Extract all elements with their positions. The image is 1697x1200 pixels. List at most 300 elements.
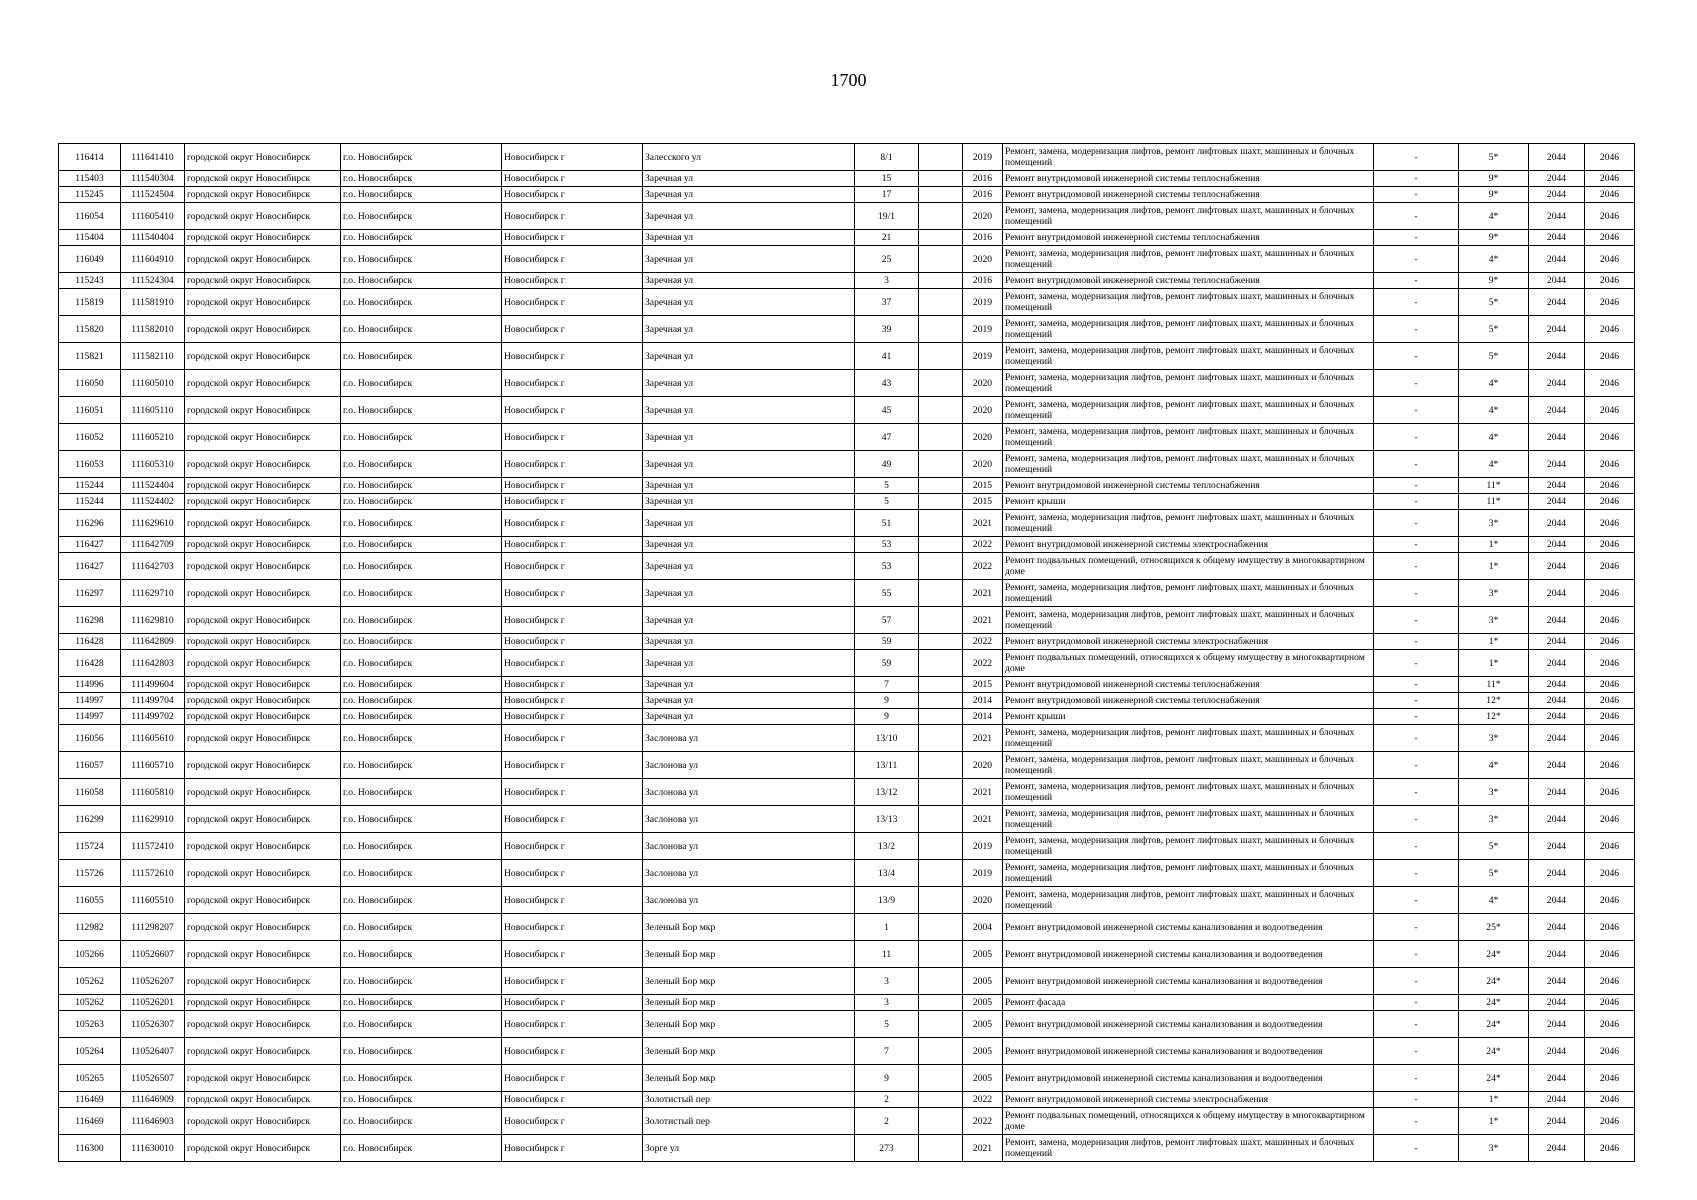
- cell-municipal-short: г.о. Новосибирск: [341, 677, 502, 693]
- cell-period: 3*: [1459, 580, 1529, 607]
- cell-municipality: городской округ Новосибирск: [185, 424, 341, 451]
- cell-period: 4*: [1459, 203, 1529, 230]
- cell-municipal-short: г.о. Новосибирск: [341, 995, 502, 1011]
- cell-municipality: городской округ Новосибирск: [185, 553, 341, 580]
- cell-plan-start: 2044: [1529, 537, 1585, 553]
- cell-plan-start: 2044: [1529, 1065, 1585, 1092]
- table-row: [59, 510, 1635, 537]
- cell-year: 2015: [963, 478, 1003, 494]
- table-row: [59, 451, 1635, 478]
- cell-work-type: Ремонт крыши: [1003, 709, 1374, 725]
- cell-blank: [919, 580, 963, 607]
- cell-year: 2015: [963, 494, 1003, 510]
- cell-municipality: городской округ Новосибирск: [185, 171, 341, 187]
- cell-plan-end: 2046: [1585, 144, 1635, 171]
- cell-work-type: Ремонт, замена, модернизация лифтов, ремонт лифтовых шахт, машинных и блочных помещений: [1003, 752, 1374, 779]
- cell-period: 11*: [1459, 478, 1529, 494]
- table-row: [59, 397, 1635, 424]
- cell-municipality: городской округ Новосибирск: [185, 203, 341, 230]
- cell-year: 2020: [963, 424, 1003, 451]
- cell-year: 2005: [963, 941, 1003, 968]
- cell-municipality: городской округ Новосибирск: [185, 144, 341, 171]
- cell-plan-start: 2044: [1529, 779, 1585, 806]
- cell-municipality: городской округ Новосибирск: [185, 725, 341, 752]
- cell-work-type: Ремонт внутридомовой инженерной системы теплоснабжения: [1003, 677, 1374, 693]
- cell-house-number: 13/12: [855, 779, 919, 806]
- cell-year: 2004: [963, 914, 1003, 941]
- cell-locality: Новосибирск г: [502, 941, 643, 968]
- cell-house-id: 116296: [59, 510, 121, 537]
- cell-house-number: 13/13: [855, 806, 919, 833]
- cell-year: 2021: [963, 725, 1003, 752]
- cell-period: 4*: [1459, 397, 1529, 424]
- cell-street: Заслонова ул: [643, 752, 855, 779]
- table-row: [59, 246, 1635, 273]
- cell-cost: -: [1374, 914, 1459, 941]
- cell-locality: Новосибирск г: [502, 370, 643, 397]
- cell-work-type: Ремонт внутридомовой инженерной системы теплоснабжения: [1003, 478, 1374, 494]
- cell-work-type: Ремонт, замена, модернизация лифтов, ремонт лифтовых шахт, машинных и блочных помещений: [1003, 510, 1374, 537]
- cell-street: Заречная ул: [643, 553, 855, 580]
- cell-house-number: 1: [855, 914, 919, 941]
- cell-work-id: 111499604: [121, 677, 185, 693]
- cell-cost: -: [1374, 397, 1459, 424]
- cell-locality: Новосибирск г: [502, 537, 643, 553]
- cell-street: Заречная ул: [643, 246, 855, 273]
- cell-work-type: Ремонт крыши: [1003, 494, 1374, 510]
- cell-plan-start: 2044: [1529, 677, 1585, 693]
- cell-work-type: Ремонт внутридомовой инженерной системы канализования и водоотведения: [1003, 1038, 1374, 1065]
- cell-plan-start: 2044: [1529, 203, 1585, 230]
- cell-house-number: 39: [855, 316, 919, 343]
- cell-plan-end: 2046: [1585, 370, 1635, 397]
- cell-municipal-short: г.о. Новосибирск: [341, 1135, 502, 1162]
- cell-period: 24*: [1459, 1011, 1529, 1038]
- cell-cost: -: [1374, 537, 1459, 553]
- table-row: [59, 424, 1635, 451]
- cell-cost: -: [1374, 806, 1459, 833]
- cell-period: 11*: [1459, 494, 1529, 510]
- cell-work-id: 111642709: [121, 537, 185, 553]
- cell-house-number: 3: [855, 995, 919, 1011]
- cell-plan-start: 2044: [1529, 995, 1585, 1011]
- cell-blank: [919, 273, 963, 289]
- cell-blank: [919, 914, 963, 941]
- cell-municipality: городской округ Новосибирск: [185, 709, 341, 725]
- cell-cost: -: [1374, 725, 1459, 752]
- table-row: [59, 1011, 1635, 1038]
- cell-cost: -: [1374, 860, 1459, 887]
- cell-house-number: 21: [855, 230, 919, 246]
- cell-municipality: городской округ Новосибирск: [185, 752, 341, 779]
- cell-house-number: 5: [855, 494, 919, 510]
- cell-plan-end: 2046: [1585, 203, 1635, 230]
- cell-municipal-short: г.о. Новосибирск: [341, 1038, 502, 1065]
- cell-blank: [919, 607, 963, 634]
- cell-street: Золотистый пер: [643, 1092, 855, 1108]
- cell-house-number: 57: [855, 607, 919, 634]
- cell-house-number: 2: [855, 1108, 919, 1135]
- cell-blank: [919, 887, 963, 914]
- cell-house-id: 116052: [59, 424, 121, 451]
- cell-work-type: Ремонт, замена, модернизация лифтов, ремонт лифтовых шахт, машинных и блочных помещений: [1003, 246, 1374, 273]
- cell-locality: Новосибирск г: [502, 833, 643, 860]
- cell-house-id: 105265: [59, 1065, 121, 1092]
- cell-house-number: 13/10: [855, 725, 919, 752]
- cell-plan-start: 2044: [1529, 1038, 1585, 1065]
- cell-house-number: 51: [855, 510, 919, 537]
- cell-municipal-short: г.о. Новосибирск: [341, 316, 502, 343]
- cell-street: Заречная ул: [643, 709, 855, 725]
- cell-period: 4*: [1459, 370, 1529, 397]
- cell-house-number: 13/11: [855, 752, 919, 779]
- cell-locality: Новосибирск г: [502, 995, 643, 1011]
- cell-work-type: Ремонт фасада: [1003, 995, 1374, 1011]
- cell-year: 2019: [963, 316, 1003, 343]
- cell-plan-start: 2044: [1529, 725, 1585, 752]
- cell-house-number: 43: [855, 370, 919, 397]
- cell-municipal-short: г.о. Новосибирск: [341, 171, 502, 187]
- table-row: [59, 494, 1635, 510]
- cell-plan-start: 2044: [1529, 607, 1585, 634]
- cell-house-id: 116427: [59, 553, 121, 580]
- cell-locality: Новосибирск г: [502, 1011, 643, 1038]
- cell-municipal-short: г.о. Новосибирск: [341, 914, 502, 941]
- cell-municipality: городской округ Новосибирск: [185, 1092, 341, 1108]
- cell-work-id: 111605110: [121, 397, 185, 424]
- cell-municipality: городской округ Новосибирск: [185, 494, 341, 510]
- cell-plan-start: 2044: [1529, 1135, 1585, 1162]
- cell-year: 2019: [963, 343, 1003, 370]
- cell-street: Заслонова ул: [643, 860, 855, 887]
- cell-locality: Новосибирск г: [502, 752, 643, 779]
- cell-municipal-short: г.о. Новосибирск: [341, 887, 502, 914]
- cell-plan-start: 2044: [1529, 478, 1585, 494]
- cell-work-id: 111572610: [121, 860, 185, 887]
- cell-municipal-short: г.о. Новосибирск: [341, 607, 502, 634]
- cell-locality: Новосибирск г: [502, 709, 643, 725]
- cell-work-id: 110526307: [121, 1011, 185, 1038]
- cell-plan-end: 2046: [1585, 914, 1635, 941]
- cell-house-id: 116428: [59, 650, 121, 677]
- cell-street: Заречная ул: [643, 289, 855, 316]
- cell-street: Заречная ул: [643, 510, 855, 537]
- cell-work-type: Ремонт внутридомовой инженерной системы канализования и водоотведения: [1003, 941, 1374, 968]
- cell-house-id: 105262: [59, 968, 121, 995]
- cell-municipal-short: г.о. Новосибирск: [341, 650, 502, 677]
- cell-plan-start: 2044: [1529, 343, 1585, 370]
- cell-cost: -: [1374, 289, 1459, 316]
- cell-work-type: Ремонт внутридомовой инженерной системы теплоснабжения: [1003, 230, 1374, 246]
- cell-cost: -: [1374, 580, 1459, 607]
- cell-cost: -: [1374, 709, 1459, 725]
- cell-period: 9*: [1459, 230, 1529, 246]
- cell-municipality: городской округ Новосибирск: [185, 914, 341, 941]
- cell-municipality: городской округ Новосибирск: [185, 693, 341, 709]
- cell-blank: [919, 424, 963, 451]
- cell-period: 5*: [1459, 343, 1529, 370]
- cell-cost: -: [1374, 995, 1459, 1011]
- cell-cost: -: [1374, 887, 1459, 914]
- cell-street: Заречная ул: [643, 451, 855, 478]
- cell-municipal-short: г.о. Новосибирск: [341, 246, 502, 273]
- cell-house-id: 116427: [59, 537, 121, 553]
- cell-work-id: 111642809: [121, 634, 185, 650]
- cell-house-id: 114997: [59, 693, 121, 709]
- cell-cost: -: [1374, 273, 1459, 289]
- cell-house-id: 105264: [59, 1038, 121, 1065]
- cell-year: 2022: [963, 634, 1003, 650]
- cell-street: Зеленый Бор мкр: [643, 1011, 855, 1038]
- cell-municipality: городской округ Новосибирск: [185, 968, 341, 995]
- cell-year: 2021: [963, 607, 1003, 634]
- table-row: [59, 752, 1635, 779]
- cell-municipality: городской округ Новосибирск: [185, 316, 341, 343]
- cell-year: 2020: [963, 752, 1003, 779]
- cell-blank: [919, 677, 963, 693]
- cell-period: 24*: [1459, 1065, 1529, 1092]
- cell-blank: [919, 1011, 963, 1038]
- cell-street: Заречная ул: [643, 580, 855, 607]
- cell-period: 5*: [1459, 833, 1529, 860]
- cell-plan-end: 2046: [1585, 580, 1635, 607]
- cell-house-number: 59: [855, 634, 919, 650]
- cell-work-id: 111605310: [121, 451, 185, 478]
- cell-municipality: городской округ Новосибирск: [185, 1065, 341, 1092]
- cell-municipal-short: г.о. Новосибирск: [341, 634, 502, 650]
- cell-locality: Новосибирск г: [502, 779, 643, 806]
- cell-year: 2016: [963, 230, 1003, 246]
- cell-plan-end: 2046: [1585, 650, 1635, 677]
- cell-period: 3*: [1459, 1135, 1529, 1162]
- cell-municipality: городской округ Новосибирск: [185, 478, 341, 494]
- table-row: [59, 171, 1635, 187]
- cell-house-id: 116297: [59, 580, 121, 607]
- table-row: [59, 230, 1635, 246]
- cell-street: Заречная ул: [643, 424, 855, 451]
- cell-blank: [919, 537, 963, 553]
- cell-period: 3*: [1459, 779, 1529, 806]
- cell-locality: Новосибирск г: [502, 230, 643, 246]
- cell-blank: [919, 553, 963, 580]
- cell-work-id: 111642703: [121, 553, 185, 580]
- cell-blank: [919, 779, 963, 806]
- cell-locality: Новосибирск г: [502, 187, 643, 203]
- table-row: [59, 887, 1635, 914]
- cell-period: 5*: [1459, 316, 1529, 343]
- cell-municipality: городской округ Новосибирск: [185, 650, 341, 677]
- cell-blank: [919, 343, 963, 370]
- cell-blank: [919, 144, 963, 171]
- cell-work-id: 111646909: [121, 1092, 185, 1108]
- cell-municipal-short: г.о. Новосибирск: [341, 230, 502, 246]
- cell-period: 1*: [1459, 634, 1529, 650]
- cell-work-type: Ремонт внутридомовой инженерной системы канализования и водоотведения: [1003, 1065, 1374, 1092]
- cell-house-id: 116428: [59, 634, 121, 650]
- cell-street: Заречная ул: [643, 397, 855, 424]
- cell-work-type: Ремонт внутридомовой инженерной системы электроснабжения: [1003, 1092, 1374, 1108]
- cell-house-id: 116051: [59, 397, 121, 424]
- cell-locality: Новосибирск г: [502, 693, 643, 709]
- cell-work-id: 111499702: [121, 709, 185, 725]
- cell-house-id: 112982: [59, 914, 121, 941]
- cell-locality: Новосибирск г: [502, 580, 643, 607]
- cell-street: Зеленый Бор мкр: [643, 914, 855, 941]
- cell-plan-start: 2044: [1529, 634, 1585, 650]
- cell-work-type: Ремонт, замена, модернизация лифтов, ремонт лифтовых шахт, машинных и блочных помещений: [1003, 289, 1374, 316]
- table-row: [59, 914, 1635, 941]
- cell-work-type: Ремонт, замена, модернизация лифтов, ремонт лифтовых шахт, машинных и блочных помещений: [1003, 1135, 1374, 1162]
- cell-year: 2022: [963, 1108, 1003, 1135]
- cell-cost: -: [1374, 1038, 1459, 1065]
- table-row: [59, 693, 1635, 709]
- cell-plan-end: 2046: [1585, 1092, 1635, 1108]
- cell-year: 2016: [963, 273, 1003, 289]
- cell-period: 24*: [1459, 995, 1529, 1011]
- cell-plan-end: 2046: [1585, 709, 1635, 725]
- cell-house-id: 114996: [59, 677, 121, 693]
- table-row: [59, 968, 1635, 995]
- cell-municipal-short: г.о. Новосибирск: [341, 203, 502, 230]
- cell-street: Залесского ул: [643, 144, 855, 171]
- table-row: [59, 709, 1635, 725]
- cell-municipal-short: г.о. Новосибирск: [341, 1108, 502, 1135]
- cell-work-id: 111499704: [121, 693, 185, 709]
- table-row: [59, 650, 1635, 677]
- cell-plan-end: 2046: [1585, 187, 1635, 203]
- cell-plan-end: 2046: [1585, 397, 1635, 424]
- cell-house-number: 5: [855, 1011, 919, 1038]
- cell-municipal-short: г.о. Новосибирск: [341, 553, 502, 580]
- cell-plan-end: 2046: [1585, 553, 1635, 580]
- cell-cost: -: [1374, 553, 1459, 580]
- cell-locality: Новосибирск г: [502, 806, 643, 833]
- cell-house-number: 11: [855, 941, 919, 968]
- cell-year: 2020: [963, 887, 1003, 914]
- cell-plan-end: 2046: [1585, 779, 1635, 806]
- cell-plan-end: 2046: [1585, 995, 1635, 1011]
- cell-plan-start: 2044: [1529, 693, 1585, 709]
- cell-work-id: 111629610: [121, 510, 185, 537]
- cell-cost: -: [1374, 968, 1459, 995]
- cell-year: 2019: [963, 289, 1003, 316]
- cell-work-type: Ремонт внутридомовой инженерной системы канализования и водоотведения: [1003, 968, 1374, 995]
- cell-work-id: 110526507: [121, 1065, 185, 1092]
- cell-street: Заречная ул: [643, 494, 855, 510]
- cell-blank: [919, 1065, 963, 1092]
- cell-plan-end: 2046: [1585, 833, 1635, 860]
- cell-locality: Новосибирск г: [502, 316, 643, 343]
- cell-plan-start: 2044: [1529, 289, 1585, 316]
- cell-period: 3*: [1459, 806, 1529, 833]
- cell-work-type: Ремонт, замена, модернизация лифтов, ремонт лифтовых шахт, машинных и блочных помещений: [1003, 343, 1374, 370]
- cell-plan-end: 2046: [1585, 677, 1635, 693]
- table-row: [59, 1038, 1635, 1065]
- cell-year: 2005: [963, 995, 1003, 1011]
- cell-blank: [919, 289, 963, 316]
- cell-plan-end: 2046: [1585, 537, 1635, 553]
- cell-municipal-short: г.о. Новосибирск: [341, 424, 502, 451]
- cell-house-number: 17: [855, 187, 919, 203]
- cell-blank: [919, 1092, 963, 1108]
- cell-house-id: 116058: [59, 779, 121, 806]
- cell-locality: Новосибирск г: [502, 246, 643, 273]
- cell-work-id: 111572410: [121, 833, 185, 860]
- cell-blank: [919, 478, 963, 494]
- cell-plan-end: 2046: [1585, 725, 1635, 752]
- cell-plan-end: 2046: [1585, 289, 1635, 316]
- cell-work-type: Ремонт подвальных помещений, относящихся к общему имуществу в многоквартирном доме: [1003, 650, 1374, 677]
- cell-house-number: 47: [855, 424, 919, 451]
- cell-plan-start: 2044: [1529, 833, 1585, 860]
- cell-cost: -: [1374, 1092, 1459, 1108]
- cell-street: Заречная ул: [643, 677, 855, 693]
- cell-plan-end: 2046: [1585, 478, 1635, 494]
- table-row: [59, 779, 1635, 806]
- cell-street: Заречная ул: [643, 343, 855, 370]
- cell-municipal-short: г.о. Новосибирск: [341, 725, 502, 752]
- cell-municipal-short: г.о. Новосибирск: [341, 1011, 502, 1038]
- cell-municipality: городской округ Новосибирск: [185, 1038, 341, 1065]
- cell-period: 3*: [1459, 510, 1529, 537]
- cell-period: 4*: [1459, 752, 1529, 779]
- table-row: [59, 1092, 1635, 1108]
- cell-municipality: городской округ Новосибирск: [185, 887, 341, 914]
- cell-locality: Новосибирск г: [502, 1108, 643, 1135]
- cell-municipal-short: г.о. Новосибирск: [341, 1065, 502, 1092]
- cell-plan-end: 2046: [1585, 1038, 1635, 1065]
- cell-municipal-short: г.о. Новосибирск: [341, 370, 502, 397]
- cell-work-id: 111605010: [121, 370, 185, 397]
- cell-street: Заречная ул: [643, 203, 855, 230]
- cell-municipal-short: г.о. Новосибирск: [341, 1092, 502, 1108]
- cell-house-id: 116054: [59, 203, 121, 230]
- cell-year: 2022: [963, 553, 1003, 580]
- cell-street: Заречная ул: [643, 273, 855, 289]
- cell-locality: Новосибирск г: [502, 725, 643, 752]
- table-row: [59, 860, 1635, 887]
- cell-cost: -: [1374, 1135, 1459, 1162]
- cell-work-type: Ремонт, замена, модернизация лифтов, ремонт лифтовых шахт, машинных и блочных помещений: [1003, 203, 1374, 230]
- cell-house-id: 115403: [59, 171, 121, 187]
- cell-year: 2020: [963, 246, 1003, 273]
- cell-house-id: 116049: [59, 246, 121, 273]
- cell-plan-end: 2046: [1585, 424, 1635, 451]
- cell-plan-end: 2046: [1585, 510, 1635, 537]
- cell-house-number: 37: [855, 289, 919, 316]
- cell-period: 1*: [1459, 1108, 1529, 1135]
- cell-work-id: 111641410: [121, 144, 185, 171]
- cell-municipal-short: г.о. Новосибирск: [341, 806, 502, 833]
- cell-house-number: 15: [855, 171, 919, 187]
- cell-blank: [919, 316, 963, 343]
- cell-plan-start: 2044: [1529, 1108, 1585, 1135]
- cell-plan-start: 2044: [1529, 273, 1585, 289]
- cell-year: 2021: [963, 580, 1003, 607]
- cell-blank: [919, 187, 963, 203]
- table-row: [59, 203, 1635, 230]
- cell-year: 2005: [963, 1038, 1003, 1065]
- cell-street: Заречная ул: [643, 478, 855, 494]
- cell-period: 9*: [1459, 171, 1529, 187]
- cell-plan-start: 2044: [1529, 914, 1585, 941]
- cell-year: 2020: [963, 203, 1003, 230]
- cell-cost: -: [1374, 650, 1459, 677]
- cell-blank: [919, 171, 963, 187]
- cell-house-id: 115244: [59, 478, 121, 494]
- cell-year: 2022: [963, 1092, 1003, 1108]
- cell-municipality: городской округ Новосибирск: [185, 779, 341, 806]
